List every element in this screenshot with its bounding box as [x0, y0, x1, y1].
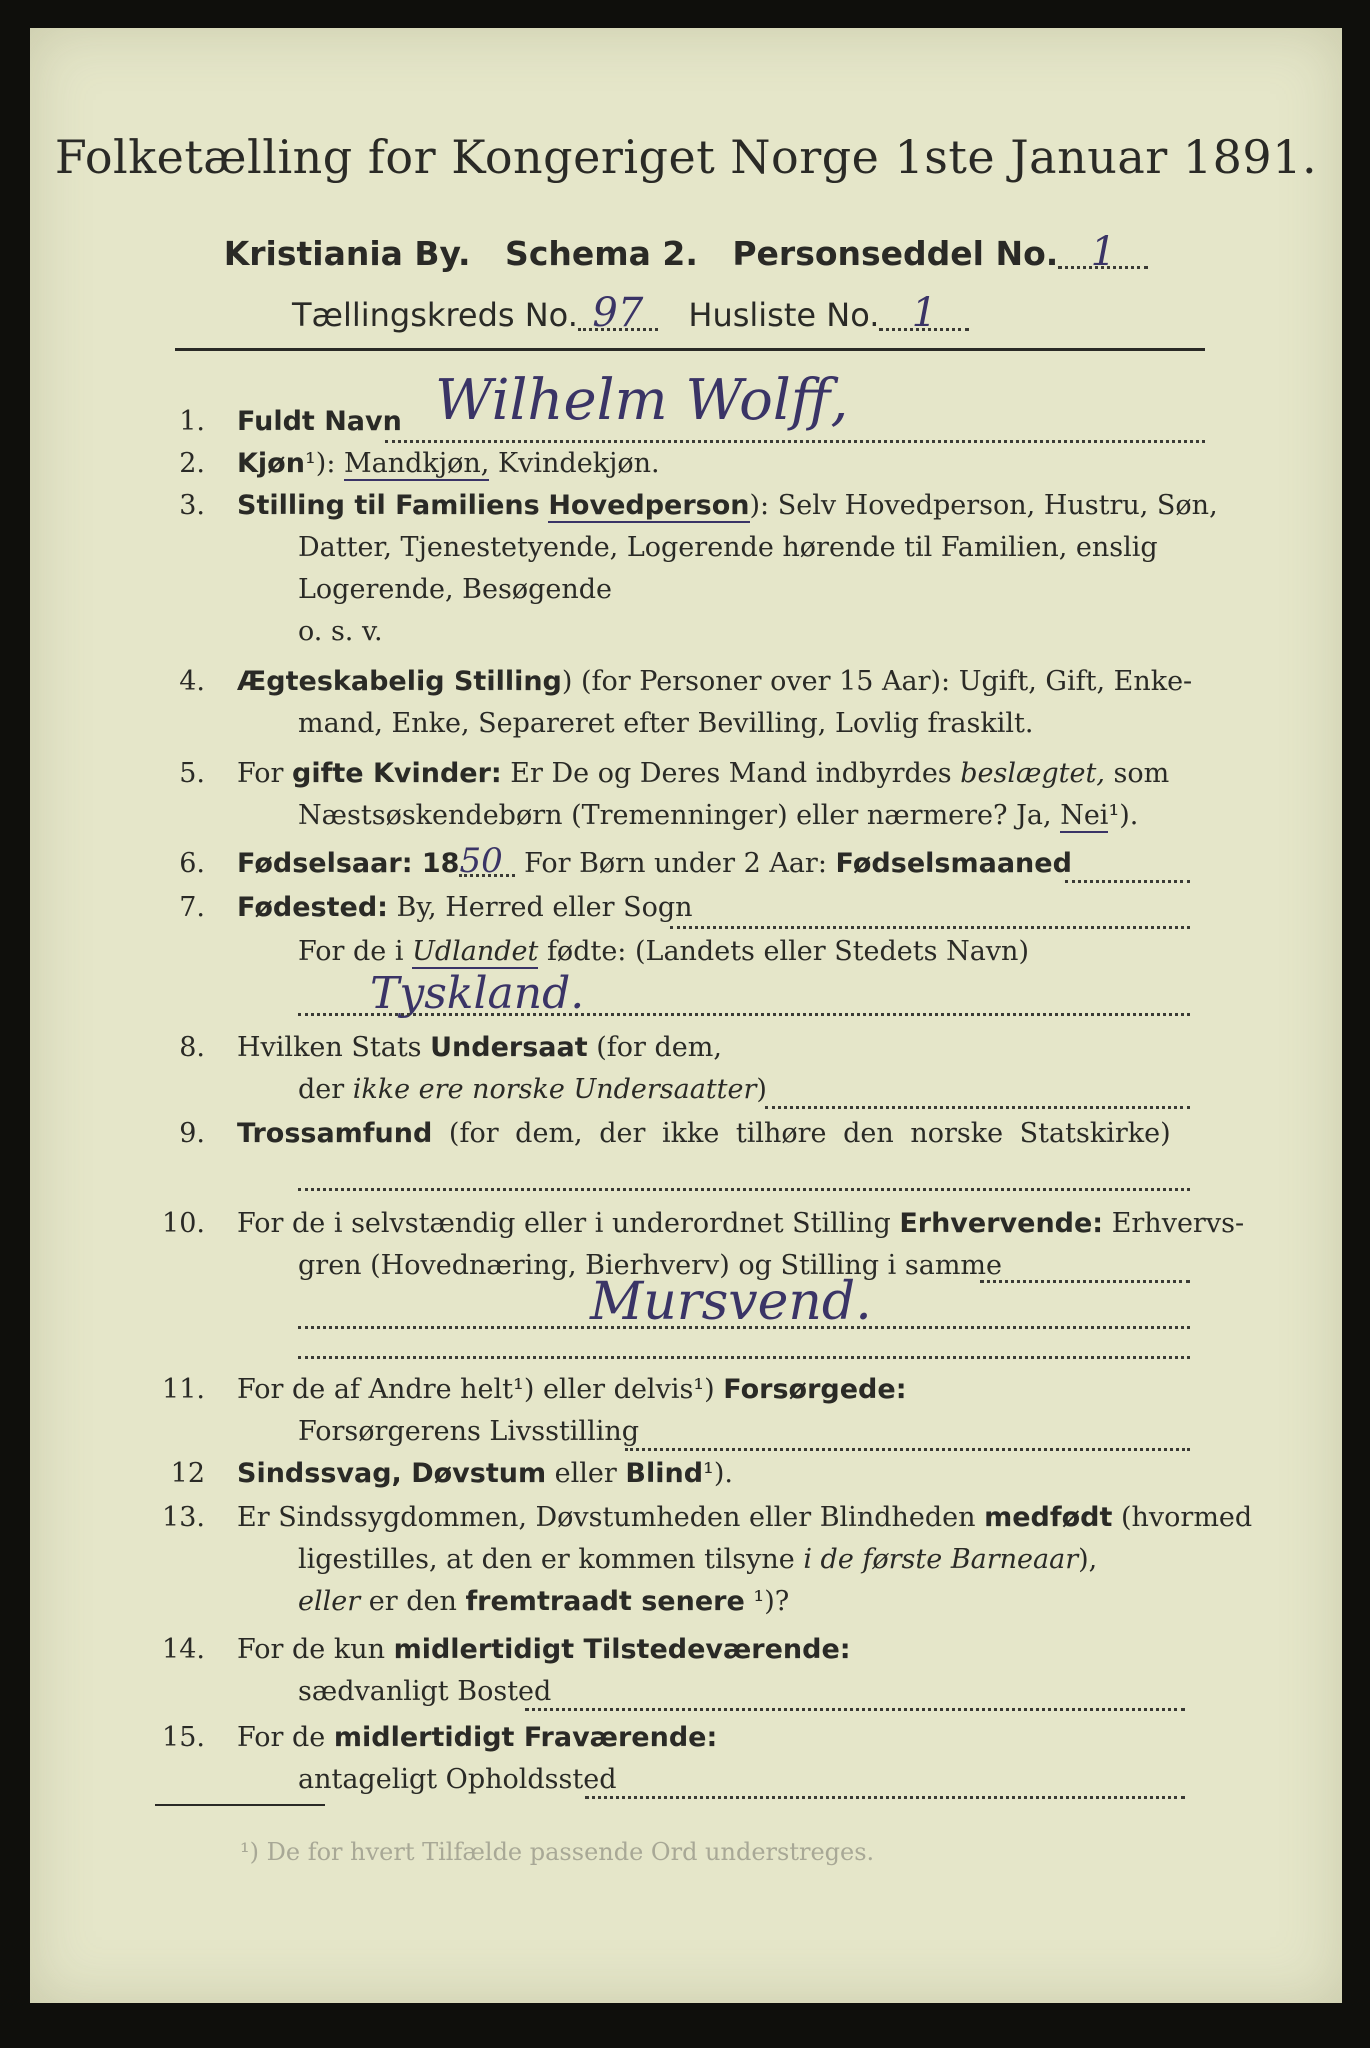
item-7-line-1	[237, 892, 693, 923]
item-13-line-2	[298, 1544, 1097, 1575]
item-label-religion: Trossamfund	[237, 1118, 433, 1149]
item-8-a: Hvilken Stats	[237, 1032, 431, 1063]
gender-option-male: Mandkjøn,	[344, 448, 490, 479]
item-3-line-4: o. s. v.	[298, 616, 383, 647]
item-5-line-2-text: Næstsøskendebørn (Tremenninger) eller nærmere? Ja,	[298, 800, 1061, 831]
item-label-birth-month: Fødselsmaaned	[835, 848, 1072, 879]
item-14-line-1	[237, 1634, 851, 1665]
item-8-italic: ikke ere norske Undersaatter	[352, 1074, 757, 1105]
item-3-line-1	[237, 490, 1218, 521]
item-number-2: 2.	[179, 448, 205, 479]
item-number-12: 12	[170, 1458, 205, 1489]
item-7-line-2-a: For de i	[298, 936, 413, 967]
item-label-temporarily-present: midlertidigt Tilstedeværende:	[393, 1634, 851, 1665]
kreds-label: Tællingskreds No.	[292, 296, 578, 334]
item-label-disability: Sindssvag, Døvstum	[237, 1458, 547, 1489]
item-gender-line	[237, 448, 660, 479]
item-3-line-3: Logerende, Besøgende	[298, 574, 612, 605]
item-label-occupation: Erhvervende:	[899, 1208, 1104, 1239]
item-5-line-2	[298, 800, 1138, 831]
item-6-line	[237, 841, 1072, 881]
city-label: Kristiania By.	[223, 234, 471, 273]
item-number-6: 6.	[179, 848, 205, 879]
item-number-1: 1.	[179, 406, 205, 437]
item-12-rest: ¹).	[703, 1458, 733, 1489]
item-label-marital-status: Ægteskabelig Stilling	[237, 666, 562, 697]
item-number-11: 11.	[162, 1374, 205, 1405]
dotted-line	[525, 1708, 1185, 1711]
dotted-line	[585, 1796, 1185, 1799]
handwritten-birthplace: Tyskland.	[370, 968, 585, 1019]
item-13-line-2-a: ligestilles, at den er kommen tilsyne	[298, 1544, 804, 1575]
item-5-line-2-end: ¹).	[1108, 800, 1139, 831]
item-13-b: (hvormed	[1112, 1502, 1253, 1533]
item-4-line-1-rest: ) (for Personer over 15 Aar): Ugift, Gift, Enke-	[561, 666, 1193, 697]
item-7-line-2-b: fødte: (Landets eller Stedets Navn)	[538, 936, 1029, 967]
item-14-line-2: sædvanligt Bosted	[298, 1676, 552, 1707]
item-9-rest: (for dem, der ikke tilhøre den norske Statskirke)	[432, 1118, 1171, 1149]
personseddel-number: 1	[1058, 238, 1148, 269]
item-number-10: 10.	[162, 1208, 205, 1239]
item-11-line-1	[237, 1374, 907, 1405]
item-4-line-2: mand, Enke, Separeret efter Bevilling, Lovlig fraskilt.	[298, 708, 1034, 739]
dotted-line	[980, 1280, 1190, 1283]
item-number-9: 9.	[179, 1118, 205, 1149]
item-12-line	[237, 1458, 733, 1489]
dotted-line	[670, 926, 1190, 929]
item-label-family-position: Stilling til Familiens	[237, 490, 540, 521]
item-5-prefix: For	[237, 758, 293, 789]
kreds-number: 97	[578, 298, 658, 331]
item-5-end: som	[1104, 758, 1170, 789]
dotted-line	[298, 1013, 1190, 1016]
item-4-line-1	[237, 666, 1192, 697]
schema-label: Schema 2.	[505, 234, 698, 273]
item-label-temporarily-absent: midlertidigt Fraværende:	[333, 1722, 718, 1753]
form-subtitle-2	[292, 290, 969, 336]
item-3-line-1-rest: ): Selv Hovedperson, Hustru, Søn,	[749, 490, 1218, 521]
item-label-later-onset: fremtraadt senere	[465, 1586, 745, 1617]
gender-colon: ):	[315, 448, 344, 479]
item-7-line-2	[298, 936, 1029, 967]
item-8-line-2-b: )	[756, 1074, 767, 1105]
item-13-eller: eller	[298, 1586, 361, 1617]
form-subtitle	[30, 229, 1342, 275]
item-14-a: For de kun	[237, 1634, 394, 1665]
item-13-line-3-a: er den	[360, 1586, 466, 1617]
item-label-birth-year: Fødselsaar:	[237, 848, 413, 879]
personseddel-label: Personseddel No.	[732, 234, 1059, 273]
item-5-italic: beslægtet,	[960, 758, 1105, 789]
item-8-b: (for dem,	[587, 1032, 722, 1063]
item-label-birthplace: Fødested:	[237, 892, 388, 923]
item-6-rest: For Børn under 2 Aar:	[515, 848, 836, 879]
item-12-mid: eller	[546, 1458, 626, 1489]
item-13-line-1	[237, 1502, 1252, 1533]
handwritten-full-name: Wilhelm Wolff,	[435, 368, 849, 433]
header-divider	[175, 348, 1205, 351]
item-8-line-2-a: der	[298, 1074, 353, 1105]
item-15-line-1	[237, 1722, 717, 1753]
footnote-divider	[155, 1804, 325, 1806]
gender-sup: ¹	[304, 448, 316, 479]
dotted-line	[1065, 880, 1190, 883]
item-label-married-women: gifte Kvinder:	[292, 758, 502, 789]
item-13-a: Er Sindssygdommen, Døvstumheden eller Blindheden	[237, 1502, 985, 1533]
dotted-line	[625, 1448, 1190, 1451]
item-number-15: 15.	[162, 1722, 205, 1753]
birth-year-prefix: 18	[412, 848, 460, 879]
dotted-line	[298, 1356, 1190, 1359]
item-label-citizenship: Undersaat	[430, 1032, 588, 1063]
item-8-line-1	[237, 1032, 722, 1063]
handwritten-occupation: Mursvend.	[590, 1272, 872, 1332]
item-10-line-2: gren (Hovednæring, Bierhverv) og Stilling i samme	[298, 1250, 1003, 1281]
item-13-line-2-b: ),	[1078, 1544, 1098, 1575]
item-label-gender: Kjøn	[237, 448, 305, 479]
item-5-nei: Nei	[1060, 800, 1109, 831]
item-5-line-1	[237, 758, 1169, 789]
dotted-line	[298, 1188, 1190, 1191]
husliste-number: 1	[879, 298, 969, 331]
item-label-supported: Forsørgede:	[723, 1374, 907, 1405]
item-number-7: 7.	[179, 892, 205, 923]
item-13-italic: i de første Barneaar	[803, 1544, 1079, 1575]
item-11-a: For de af Andre helt¹) eller delvis¹)	[237, 1374, 724, 1405]
item-number-13: 13.	[162, 1502, 205, 1533]
handwritten-birth-year: 50	[459, 848, 515, 877]
item-5-mid: Er De og Deres Mand indbyrdes	[501, 758, 961, 789]
dotted-line	[765, 1106, 1190, 1109]
item-13-line-3	[298, 1586, 789, 1617]
item-10-line-1	[237, 1208, 1244, 1239]
item-9-line	[237, 1118, 1171, 1149]
item-number-3: 3.	[179, 490, 205, 521]
item-15-a: For de	[237, 1722, 334, 1753]
census-form-page	[30, 28, 1342, 2003]
item-label-hovedperson: Hovedperson	[548, 490, 750, 521]
item-label-congenital: medfødt	[984, 1502, 1113, 1533]
item-8-line-2	[298, 1074, 767, 1105]
form-title: Folketælling for Kongeriget Norge 1ste Januar 1891.	[54, 130, 1318, 184]
item-number-14: 14.	[162, 1634, 205, 1665]
item-11-line-2: Forsørgerens Livsstilling	[298, 1416, 640, 1447]
item-number-8: 8.	[179, 1032, 205, 1063]
item-7-udlandet: Udlandet	[412, 936, 539, 967]
dotted-line	[385, 440, 1205, 443]
item-label-blind: Blind	[625, 1458, 704, 1489]
dotted-line	[298, 1326, 1190, 1329]
item-13-line-3-c: ¹)?	[744, 1586, 790, 1617]
item-10-a: For de i selvstændig eller i underordnet Stilling	[237, 1208, 900, 1239]
item-7-rest: By, Herred eller Sogn	[387, 892, 693, 923]
item-number-4: 4.	[179, 666, 205, 697]
item-label-full-name: Fuldt Navn	[237, 406, 402, 437]
item-number-5: 5.	[179, 758, 205, 789]
husliste-label: Husliste No.	[688, 296, 880, 334]
item-10-b: Erhvervs-	[1103, 1208, 1245, 1239]
item-3-line-2: Datter, Tjenestetyende, Logerende hørende til Familien, enslig	[298, 532, 1158, 563]
gender-option-female: Kvindekjøn.	[489, 448, 660, 479]
footnote-text: ¹) De for hvert Tilfælde passende Ord understreges.	[240, 1838, 875, 1866]
item-15-line-2: antageligt Opholdssted	[298, 1764, 617, 1795]
